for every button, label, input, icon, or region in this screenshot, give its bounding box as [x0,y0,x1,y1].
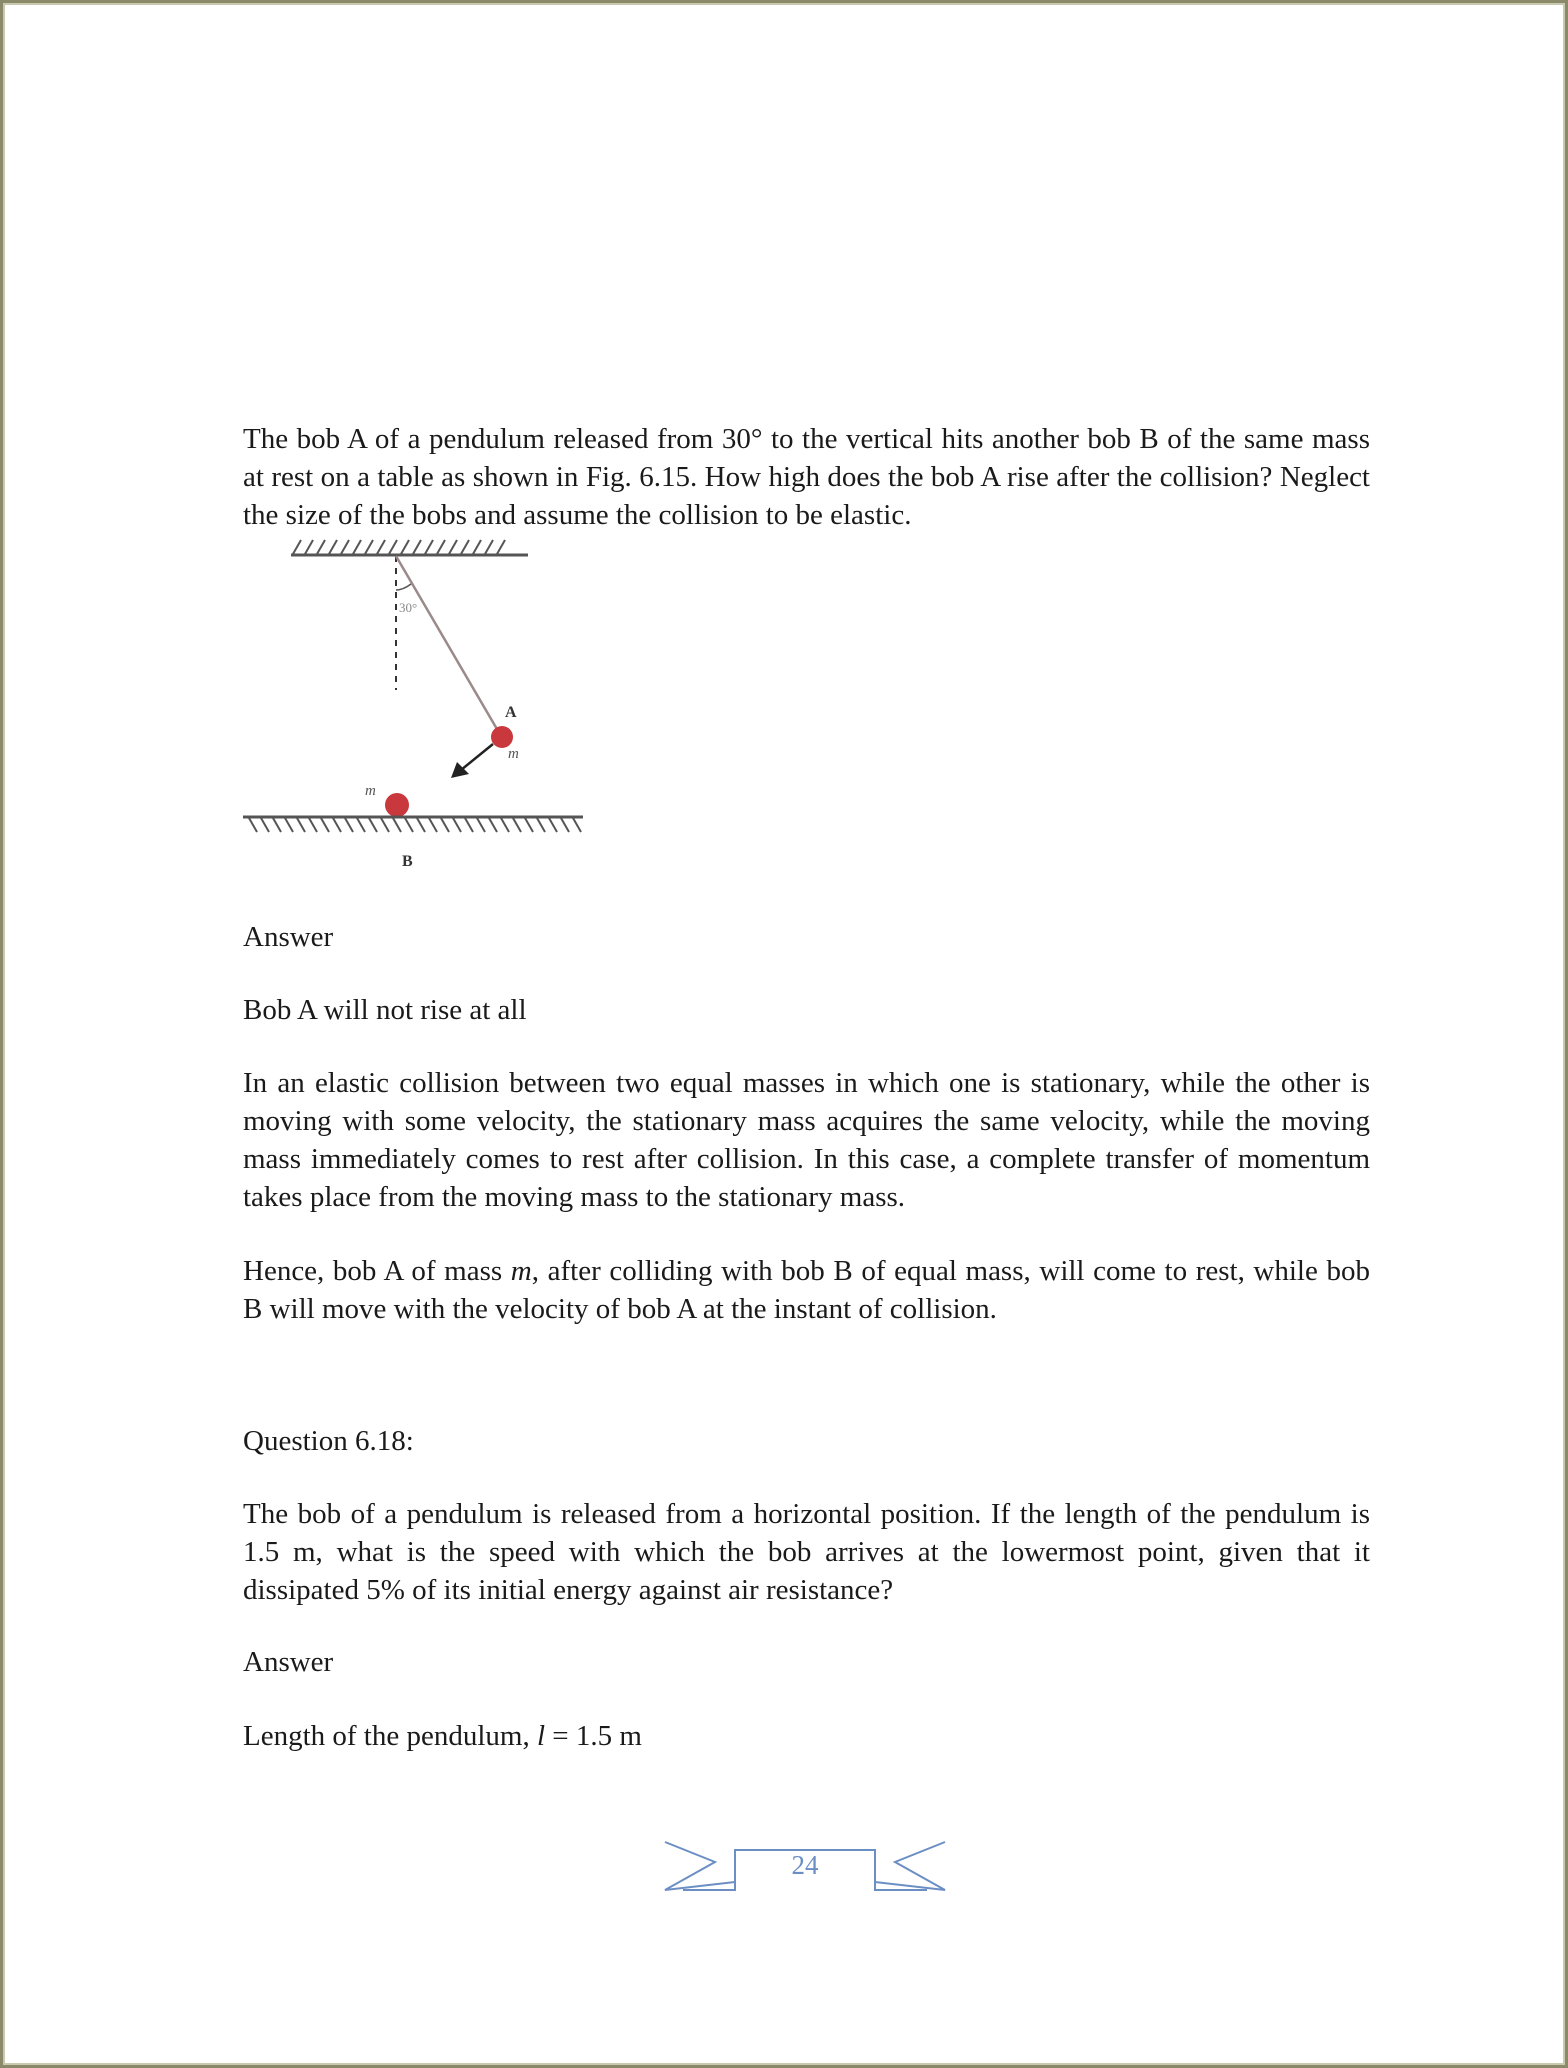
answer1-line1: Bob A will not rise at all [243,994,527,1026]
answer2-line-var: l [536,1720,546,1752]
bob-a [491,726,513,748]
para2-pre: Hence, bob A of mass [243,1255,511,1287]
para2-post: , after colliding with bob B of equal mass, will come to rest, while bob B will move with the velocity of bob A at the instant of collision. [243,1255,1370,1325]
para2-var: m [510,1255,532,1287]
table-surface [243,817,583,832]
answer2-line-post: = 1.5 m [545,1720,642,1752]
bob-a-mass: m [508,746,519,762]
page-number: 24 [791,1850,819,1880]
pendulum-string [396,556,501,736]
question2-heading: Question 6.18: [243,1425,414,1457]
question2-text: The bob of a pendulum is released from a horizontal position. If the length of the pendulum is 1.5 m, what is the speed with which the bob arrives at the lowermost point, given that it dissipated 5% of its initial energy against air resistance? [243,1498,1370,1606]
ceiling-support [291,540,528,555]
bob-b-label: B [402,853,413,870]
bob-b-mass: m [365,783,376,799]
answer2-line-pre: Length of the pendulum, [243,1720,537,1752]
answer1-paragraph2 [243,1252,1370,1328]
answer1-paragraph1: In an elastic collision between two equal masses in which one is stationary, while the other is moving with some velocity, the stationary mass acquires the same velocity, while the moving mass immediately comes to rest after collision. In this case, a complete transfer of momentum takes place from the moving mass to the stationary mass. [243,1067,1370,1213]
bob-b [385,793,409,817]
angle-label: 30° [399,600,418,615]
question-paragraph [243,420,1370,534]
pendulum-figure [243,532,593,882]
page-footer [655,1830,955,1910]
answer1-heading: Answer [243,921,334,953]
answer2-heading: Answer [243,1646,334,1678]
velocity-arrow [451,744,493,778]
answer2-line [243,1717,1370,1755]
angle-arc [396,584,411,590]
bob-a-label: A [505,704,517,721]
question-text: The bob A of a pendulum released from 30° to the vertical hits another bob B of the same mass at rest on a table as shown in Fig. 6.15. How high does the bob A rise after the collision? Neglect the size of the bobs and assume the collision to be elastic. [243,423,1370,531]
